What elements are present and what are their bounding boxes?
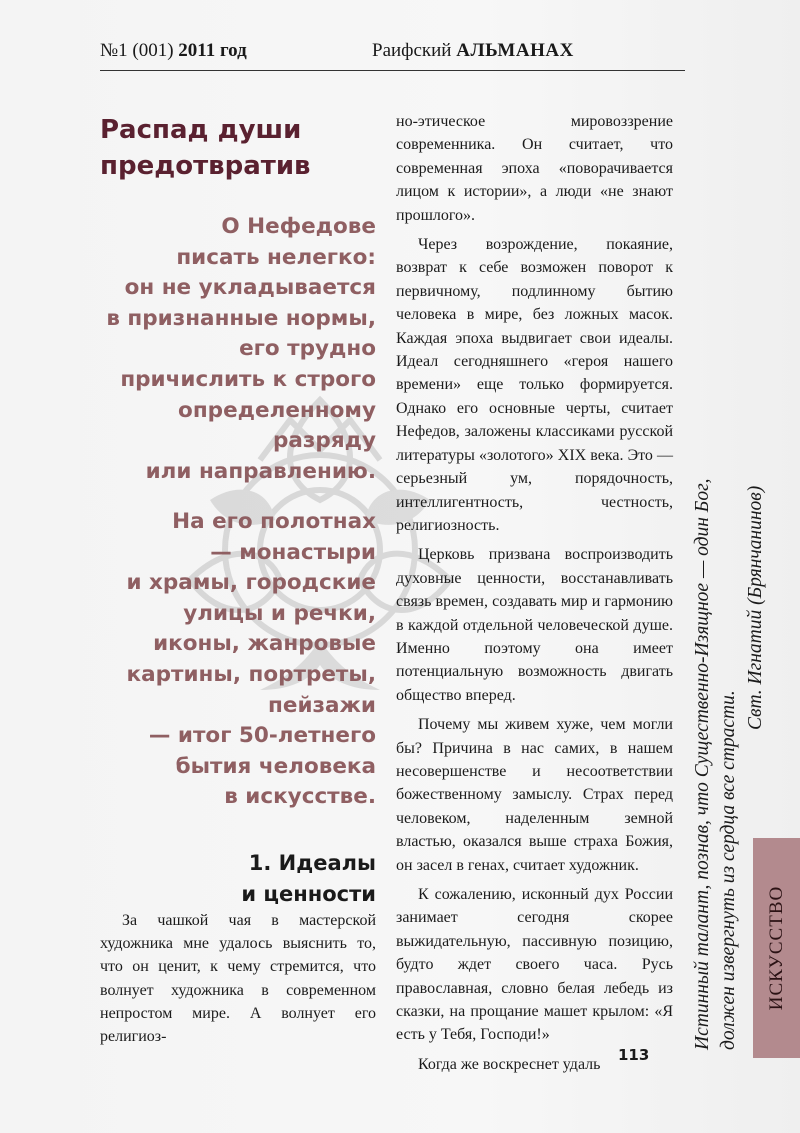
body-paragraph: К сожалению, исконный дух России занимает сегодня скорее выжидательную, пассивную позицию, будто ждет своего часа. Русь православная, словно белая лебедь из сказки, на прощание машет крылом: «Я есть у Тебя, Господи!» (396, 886, 673, 1044)
epigraph-line: должен извергнуть из сердца все страсти. (718, 690, 739, 1050)
body-column-right (396, 110, 673, 1082)
epigraph-signature: Свт. Игнатий (Брянчанинов) (745, 485, 766, 730)
section-heading-line: 1. Идеалы (248, 851, 376, 875)
epigraph-line: Истинный талант, познав, что Существенно-Изящное — один Бог, (692, 478, 713, 1050)
section-tab-label: ИСКУССТВО (766, 885, 787, 1011)
body-paragraph: Церковь призвана воспроизводить духовные ценности, восстанавливать связь времен, создавать мир и гармонию в каждой отдельной человеческой душе. Именно поэтому она имеет потенциальную возможность двигать общество вперед. (396, 546, 673, 704)
lead-paragraph-1 (86, 212, 376, 487)
lead-line: он не укладывается (124, 275, 376, 301)
lead-line: иконы, жанровые (153, 631, 376, 657)
lead-line: писать нелегко: (176, 244, 376, 270)
magazine-name: АЛЬМАНАХ (456, 40, 574, 61)
lead-line: определенному (178, 397, 376, 423)
issue-year: 2011 год (178, 40, 247, 61)
article-title (100, 112, 400, 184)
body-paragraph: За чашкой чая в мастерской художника мне удалось выяснить то, что он ценит, к чему стремится, что волнует художника в современном непростом мире. А волнует его религиоз- (100, 912, 376, 1046)
section-heading (176, 848, 376, 910)
lead-line: улицы и речки, (183, 600, 376, 626)
body-paragraph: Почему мы живем хуже, чем могли бы? Причина в нас самих, в нашем несовершенстве и несоответствии божественному замыслу. Страх перед человеком, наделенным земной властью, оказался выше страха Божия, он засел в генах, считает художник. (396, 716, 673, 874)
magazine-prefix: Раифский (372, 40, 452, 61)
section-tab (753, 838, 800, 1058)
header-divider (100, 70, 685, 71)
lead-line: в искусстве. (224, 784, 376, 810)
title-line: предотвратив (100, 151, 311, 181)
body-column-left (100, 909, 376, 1048)
lead-paragraph-2 (86, 507, 376, 813)
body-paragraph: но-этическое мировоззрение современника. Он считает, что современная эпоха «поворачивается лицом к истории», а люди «не знают прошлого». (396, 113, 673, 224)
lead-line: или направлению. (145, 458, 376, 484)
magazine-header (372, 40, 574, 62)
lead-line: пейзажи (268, 692, 376, 718)
lead-line: картины, портреты, (126, 661, 376, 687)
lead-line: На его полотнах (172, 509, 376, 534)
lead-line: его трудно (239, 336, 376, 362)
lead-line: разряду (273, 428, 376, 454)
lead-line: бытия человека (175, 753, 376, 779)
lead-line: в признанные нормы, (106, 305, 376, 331)
page-number: 113 (618, 1046, 650, 1064)
body-paragraph: Когда же воскреснет удаль (418, 1055, 601, 1073)
lead-line: — монастыри (210, 539, 376, 565)
issue-number: №1 (001) (100, 40, 174, 61)
body-paragraph: Через возрождение, покаяние, возврат к себе возможен поворот к первичному, подлинному бытию человека в мире, без ложных масок. Каждая эпоха выдвигает свои идеалы. Идеал сегодняшнего «героя нашего времени» еще только формируется. Однако его основные черты, считает Нефедов, заложены классиками русской литературы «золотого» XIX века. Это — серьезный ум, порядочность, интеллигентность, честность, религиозность. (396, 236, 673, 534)
title-line: Распад души (100, 115, 302, 145)
lead-line: О Нефедове (221, 214, 376, 239)
issue-header (100, 40, 247, 62)
lead-line: — итог 50-летнего (148, 723, 376, 749)
lead-line: причислить к строго (120, 366, 376, 392)
lead-line: и храмы, городские (126, 570, 376, 596)
section-heading-line: и ценности (241, 882, 376, 906)
